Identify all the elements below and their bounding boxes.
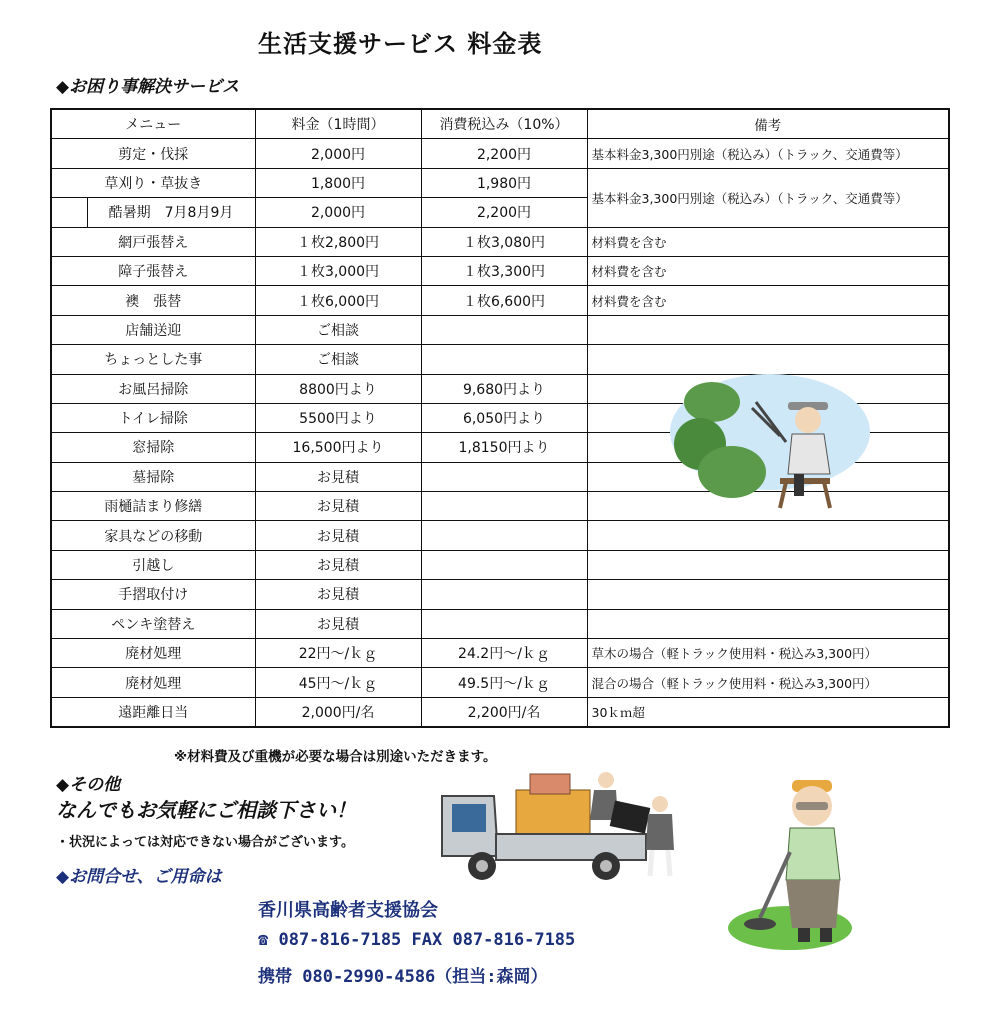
price-cell: お見積 bbox=[255, 492, 421, 521]
table-row bbox=[51, 227, 949, 256]
note-cell bbox=[587, 550, 949, 579]
header-tax: 消費税込み（10%） bbox=[421, 109, 587, 139]
price-cell: お見積 bbox=[255, 521, 421, 550]
table-row bbox=[51, 139, 949, 168]
price-cell: ご相談 bbox=[255, 345, 421, 374]
menu-cell: 遠距離日当 bbox=[51, 697, 255, 727]
price-cell: 16,500円より bbox=[255, 433, 421, 462]
table-row bbox=[51, 286, 949, 315]
table-row bbox=[51, 697, 949, 727]
menu-cell: お風呂掃除 bbox=[51, 374, 255, 403]
header-menu: メニュー bbox=[51, 109, 255, 139]
table-row bbox=[51, 168, 949, 197]
table-header-row bbox=[51, 109, 949, 139]
price-cell: お見積 bbox=[255, 609, 421, 638]
consult-message: なんでもお気軽にご相談下さい！ bbox=[56, 798, 356, 822]
tax-cell bbox=[421, 345, 587, 374]
price-cell: お見積 bbox=[255, 462, 421, 491]
note-cell: 材料費を含む bbox=[587, 286, 949, 315]
table-row bbox=[51, 609, 949, 638]
mobile-contact: 携帯 080-2990-4586（担当:森岡） bbox=[258, 967, 548, 987]
table-row bbox=[51, 580, 949, 609]
note-cell: 30ｋｍ超 bbox=[587, 697, 949, 727]
menu-cell: 家具などの移動 bbox=[51, 521, 255, 550]
menu-cell: 手摺取付け bbox=[51, 580, 255, 609]
menu-cell: 雨樋詰まり修繕 bbox=[51, 492, 255, 521]
note-cell: 材料費を含む bbox=[587, 256, 949, 285]
header-price: 料金（1時間） bbox=[255, 109, 421, 139]
note-cell bbox=[587, 315, 949, 344]
caution-note: ・状況によっては対応できない場合がございます。 bbox=[56, 835, 354, 850]
menu-cell: ペンキ塗替え bbox=[51, 609, 255, 638]
section-heading-other: ◆その他 bbox=[56, 775, 121, 795]
menu-cell: 廃材処理 bbox=[51, 639, 255, 668]
price-cell: ご相談 bbox=[255, 315, 421, 344]
tax-cell: 9,680円より bbox=[421, 374, 587, 403]
tax-cell bbox=[421, 315, 587, 344]
note-cell: 基本料金3,300円別途（税込み）（トラック、交通費等） bbox=[587, 168, 949, 227]
tax-cell: １枚6,600円 bbox=[421, 286, 587, 315]
menu-cell: 剪定・伐採 bbox=[51, 139, 255, 168]
phone-fax: ☎ 087-816-7185 FAX 087-816-7185 bbox=[258, 930, 576, 950]
price-cell: 8800円より bbox=[255, 374, 421, 403]
tax-cell: 49.5円～/ｋｇ bbox=[421, 668, 587, 697]
table-row bbox=[51, 550, 949, 579]
tax-cell: １枚3,080円 bbox=[421, 227, 587, 256]
note-cell: 基本料金3,300円別途（税込み）（トラック、交通費等） bbox=[587, 139, 949, 168]
note-cell bbox=[587, 521, 949, 550]
table-indent-cell bbox=[51, 198, 87, 227]
menu-cell: 襖 張替 bbox=[51, 286, 255, 315]
note-cell: 混合の場合（軽トラック使用料・税込み3,300円） bbox=[587, 668, 949, 697]
tax-cell: １枚3,300円 bbox=[421, 256, 587, 285]
menu-cell: 障子張替え bbox=[51, 256, 255, 285]
price-cell: １枚6,000円 bbox=[255, 286, 421, 315]
price-cell: 2,000円 bbox=[255, 198, 421, 227]
price-cell: 2,000円 bbox=[255, 139, 421, 168]
moving-truck-illustration bbox=[438, 770, 683, 888]
note-cell bbox=[587, 609, 949, 638]
tax-cell bbox=[421, 609, 587, 638]
tax-cell bbox=[421, 580, 587, 609]
tax-cell: 1,980円 bbox=[421, 168, 587, 197]
table-row bbox=[51, 668, 949, 697]
menu-cell: 引越し bbox=[51, 550, 255, 579]
note-cell bbox=[587, 580, 949, 609]
menu-cell: 網戸張替え bbox=[51, 227, 255, 256]
price-cell: 22円～/ｋｇ bbox=[255, 639, 421, 668]
menu-cell: 窓掃除 bbox=[51, 433, 255, 462]
price-cell: 5500円より bbox=[255, 403, 421, 432]
tax-cell: 2,200円 bbox=[421, 139, 587, 168]
menu-cell: 廃材処理 bbox=[51, 668, 255, 697]
price-cell: お見積 bbox=[255, 550, 421, 579]
table-row bbox=[51, 315, 949, 344]
price-cell: １枚2,800円 bbox=[255, 227, 421, 256]
section-heading-services: ◆お困り事解決サービス bbox=[56, 77, 240, 97]
tax-cell: 2,200円 bbox=[421, 198, 587, 227]
tax-cell: 2,200円/名 bbox=[421, 697, 587, 727]
note-cell: 材料費を含む bbox=[587, 227, 949, 256]
section-heading-contact: ◆お問合せ、ご用命は bbox=[56, 867, 222, 887]
header-note: 備考 bbox=[587, 109, 949, 139]
menu-cell: 墓掃除 bbox=[51, 462, 255, 491]
tax-cell: 1,8150円より bbox=[421, 433, 587, 462]
tax-cell bbox=[421, 521, 587, 550]
gardener-pruning-illustration bbox=[660, 362, 870, 512]
tax-cell bbox=[421, 550, 587, 579]
menu-cell: 草刈り・草抜き bbox=[51, 168, 255, 197]
table-row bbox=[51, 639, 949, 668]
menu-cell: 酷暑期 7月8月9月 bbox=[87, 198, 255, 227]
grass-trimmer-worker-illustration bbox=[720, 768, 880, 958]
footnote: ※材料費及び重機が必要な場合は別途いただきます。 bbox=[174, 749, 497, 765]
table-row bbox=[51, 521, 949, 550]
menu-cell: ちょっとした事 bbox=[51, 345, 255, 374]
price-cell: 2,000円/名 bbox=[255, 697, 421, 727]
price-cell: 45円～/ｋｇ bbox=[255, 668, 421, 697]
price-cell: 1,800円 bbox=[255, 168, 421, 197]
menu-cell: トイレ掃除 bbox=[51, 403, 255, 432]
note-cell: 草木の場合（軽トラック使用料・税込み3,300円） bbox=[587, 639, 949, 668]
tax-cell bbox=[421, 462, 587, 491]
organization-name: 香川県高齢者支援協会 bbox=[258, 900, 438, 921]
price-cell: １枚3,000円 bbox=[255, 256, 421, 285]
page-title: 生活支援サービス 料金表 bbox=[258, 30, 543, 58]
tax-cell bbox=[421, 492, 587, 521]
menu-cell: 店舗送迎 bbox=[51, 315, 255, 344]
tax-cell: 24.2円～/ｋｇ bbox=[421, 639, 587, 668]
tax-cell: 6,050円より bbox=[421, 403, 587, 432]
price-cell: お見積 bbox=[255, 580, 421, 609]
table-row bbox=[51, 256, 949, 285]
